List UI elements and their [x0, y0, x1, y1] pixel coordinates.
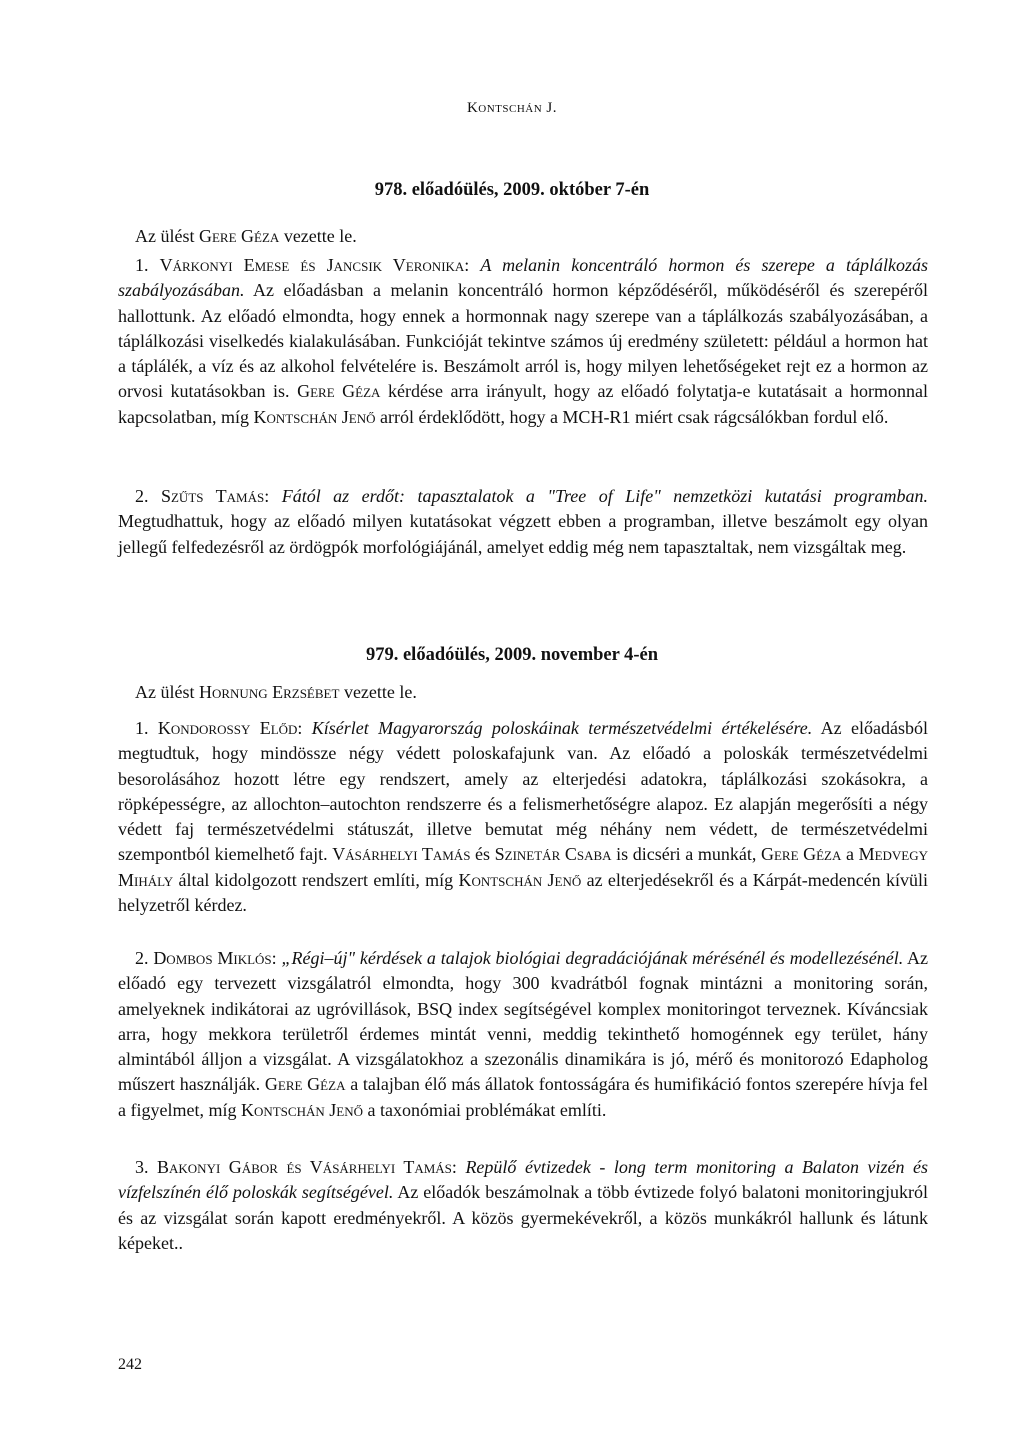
chair-name: Gere Géza	[198, 226, 280, 246]
lecture-entry	[118, 716, 928, 918]
entry-text: Az előadásból megtudtuk, hogy mindössze négy védett poloskafajunk van. Az előadó a poloskák természetvédelmi besorolásához hozott létre egy rendszert, amely az elterjedési adatokra, táplálkozási szokásokra, a röpképességre, az allochton–autochton rendszerre és a felismerhetőségre alapoz. Ez alapján megerősíti a négy védett faj természetvédelmi státuszát, illetve bemutat még néhány nem védett, de természetvédelmi szempontból kiemelhető fajt.	[118, 718, 929, 865]
chair-prefix: Az ülést	[135, 682, 199, 702]
session-title: 978. előadóülés, 2009. október 7-én	[374, 180, 650, 200]
lecture-entry	[118, 484, 928, 560]
entry-number: 2.	[135, 948, 149, 968]
person-name: Gere Géza	[297, 381, 381, 402]
chair-name: Hornung Erzsébet	[198, 682, 340, 702]
entry-text: Az előadó egy tervezett vizsgálatról elmondta, hogy 300 kvadrátból fognak mintázni a monitoring során, amelyeknek indikátorai az ugróvillások, BSQ index segítségével komplex monitoringot terveznek. Kíváncsiak arra, hogy mekkora területről érdemes mintát venni, meddig tekinthető homogénnek egy terület, hány almintából álljon a vizsgálat. A vizsgálatokhoz a szezonális dinamikára is jó, mérő és monitorozó Edapholog műszert használják.	[118, 948, 929, 1095]
running-head: Kontschán J.	[466, 100, 558, 116]
entry-text: az elterjedésekről és a Kárpát-medencén kívüli helyzetről kérdez.	[118, 869, 928, 916]
lecture-entry	[118, 1155, 928, 1256]
entry-title: Fától az erdőt: tapasztalatok a "Tree of Life" nemzetközi kutatási programban.	[281, 486, 929, 506]
entry-text: kérdése arra irányult, hogy az előadó folytatja-e kutatásait a hormonnal kapcsolatban, míg	[118, 381, 929, 427]
entry-authors: Dombos Miklós:	[153, 948, 277, 968]
person-name: Vásárhelyi Tamás	[332, 844, 471, 865]
person-name: Kontschán Jenő	[253, 406, 376, 427]
person-name: Gere Géza	[760, 844, 842, 865]
lecture-entry	[118, 253, 928, 430]
chair-suffix: vezette le.	[339, 682, 417, 702]
person-name: Gere Géza	[264, 1074, 346, 1095]
person-name: Kontschán Jenő	[458, 869, 582, 890]
entry-text: a	[841, 844, 859, 865]
entry-text: által kidolgozott rendszert említi, míg	[173, 869, 459, 890]
entry-number: 2.	[135, 486, 149, 506]
entry-number: 3.	[135, 1157, 149, 1177]
entry-authors: Bakonyi Gábor és Vásárhelyi Tamás:	[157, 1157, 457, 1177]
session-title: 979. előadóülés, 2009. november 4-én	[365, 645, 659, 665]
entry-title: A melanin koncentráló hormon és szerepe a táplálkozás szabályozásában.	[118, 255, 928, 301]
person-name: Medvegy Mihály	[118, 844, 929, 890]
person-name: Kontschán Jenő	[240, 1099, 363, 1120]
lecture-entry	[118, 946, 928, 1123]
entry-authors: Kondorossy Előd:	[157, 718, 303, 738]
entry-text: és	[470, 844, 495, 865]
entry-number: 1.	[135, 255, 149, 275]
chair-suffix: vezette le.	[279, 226, 357, 246]
entry-text: is dicséri a munkát,	[611, 844, 761, 865]
entry-authors: Szűts Tamás:	[160, 486, 270, 506]
person-name: Szinetár Csaba	[494, 844, 612, 865]
entry-text: arról érdeklődött, hogy a MCH-R1 miért csak rágcsálókban fordul elő.	[375, 406, 889, 427]
session-chair	[135, 682, 417, 703]
entry-title: Kísérlet Magyarország poloskáinak természetvédelmi értékelésére.	[311, 718, 813, 738]
chair-prefix: Az ülést	[135, 226, 199, 246]
entry-text: Az előadásban a melanin koncentráló hormon képződéséről, működéséről és szerepéről hallottunk. Az előadó elmondta, hogy ennek a hormonnak nagy szerepe van a táplálkozás szabályozásában, a táplálkozási viselkedés kialakulásában. Funkcióját tekintve számos új eredmény született: például a hormon hat a táplálék, a víz és az alkohol felvételére is. Beszámolt arról is, hogy milyen lehetőségeket rejt ez a hormon az orvosi kutatásokban is.	[118, 280, 928, 402]
entry-text: a talajban élő más állatok fontosságára és humifikáció fontos szerepére hívja fel a figyelmet, míg	[118, 1074, 928, 1120]
entry-authors: Várkonyi Emese és Jancsik Veronika:	[159, 255, 470, 275]
entry-number: 1.	[135, 718, 149, 738]
entry-title: Repülő évtizedek - long term monitoring a Balaton vizén és vízfelszínén élő poloskák segítségével.	[118, 1157, 928, 1203]
entry-text: Az előadók beszámolnak a több évtizede folyó balatoni monitoringjukról és az vizsgálat során kapott eredményekről. A közös gyermekévekről, a közös munkákról hallunk és látunk képeket..	[118, 1182, 929, 1253]
entry-text: a taxonómiai problémákat említi.	[362, 1099, 607, 1120]
entry-title: „Régi–új" kérdések a talajok biológiai degradációjának mérésénél és modellezésénél.	[281, 948, 904, 968]
page-number: 242	[118, 1356, 142, 1373]
entry-text: Megtudhattuk, hogy az előadó milyen kutatásokat végzett ebben a programban, illetve beszámolt egy olyan jellegű felfedezésről az ördögpók morfológiájánál, amelyet eddig még nem tapasztaltak, nem vizsgáltak meg.	[118, 511, 928, 557]
session-chair	[135, 226, 357, 247]
